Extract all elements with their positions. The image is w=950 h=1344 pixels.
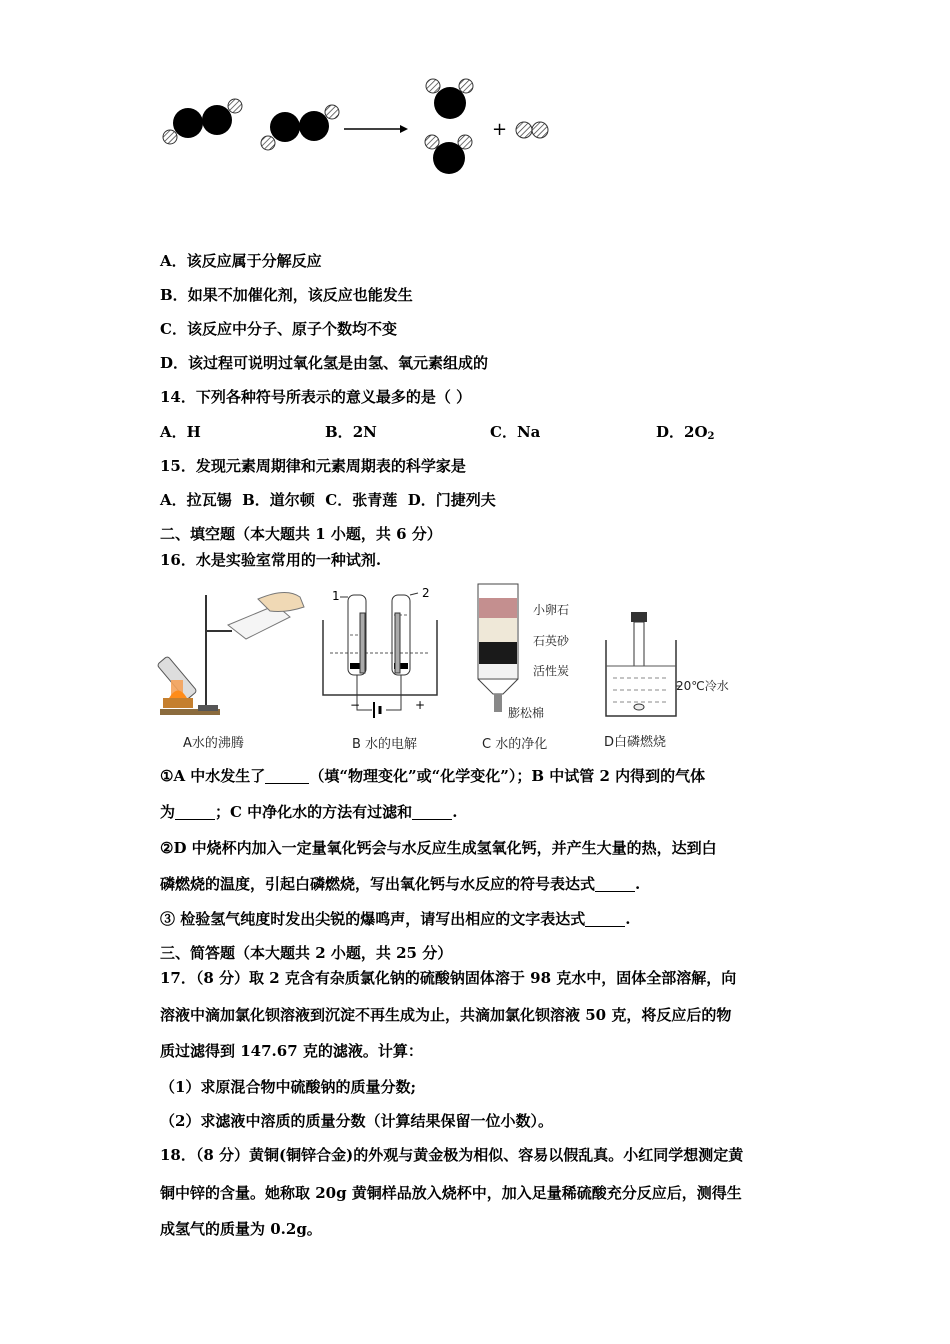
h2o-molecule-2 [425,135,472,174]
figure-c-caption: C 水的净化 [482,737,548,752]
q14-option-d: D．$2O_2$ [656,423,715,442]
q17-line3: 质过滤得到 147.67 克的滤液。计算： [160,1042,423,1060]
q13-option-b: B．如果不加催化剂，该反应也能发生 [160,286,413,304]
cold-water-label: 20℃冷水 [676,679,729,693]
q16-part3: ③ 检验氢气纯度时发出尖锐的爆鸣声，请写出相应的文字表达式 . [160,910,631,928]
blank-2[interactable] [175,804,215,820]
q14-option-b: B．2N [325,423,377,441]
q16-part2-line1: ②D 中烧杯内加入一定量氧化钙会与水反应生成氢氧化钙，并产生大量的热，达到白 [160,839,717,857]
figure-b-electrolysis [320,585,450,720]
plus-sign: + [492,119,508,140]
o2-molecule [516,122,548,138]
figure-c-purification [475,582,525,722]
blank-4[interactable] [595,876,635,892]
q15-option-a: A．拉瓦锡 [160,491,232,509]
q15-option-c: C．张青莲 [325,491,398,509]
q14-option-a: A．H [160,423,201,441]
blank-5[interactable] [585,911,625,927]
blank-1[interactable] [265,768,309,784]
q15-option-d: D．门捷列夫 [407,491,496,509]
figure-d-caption: D白磷燃烧 [604,735,667,750]
section-2-heading: 二、填空题（本大题共 1 小题，共 6 分） [160,525,442,543]
q17-sub2: （2）求滤液中溶质的质量分数（计算结果保留一位小数）。 [160,1112,553,1130]
layer-pebble-label: 小卵石 [533,603,570,617]
reaction-diagram [0,0,950,200]
figure-d-phosphorus [603,610,683,720]
q17-sub1: （1）求原混合物中硫酸钠的质量分数; [160,1078,416,1096]
q15-options [160,490,496,510]
h2o-molecule-1 [426,79,473,119]
q18-line1: 18．（8 分）黄铜(铜锌合金)的外观与黄金极为相似、容易以假乱真。小红同学想测定黄 [160,1146,744,1164]
figure-a-boiling [158,585,308,725]
q17-line1: 17．（8 分）取 2 克含有杂质氯化钠的硫酸钠固体溶于 98 克水中，固体全部溶解，向 [160,969,737,987]
q16-stem: 16．水是实验室常用的一种试剂. [160,551,382,569]
layer-cotton-label: 膨松棉 [508,706,545,720]
plus-label: + [415,698,426,712]
q15-stem: 15．发现元素周期律和元素周期表的科学家是 [160,457,466,475]
q17-line2: 溶液中滴加氯化钡溶液到沉淀不再生成为止，共滴加氯化钡溶液 50 克，将反应后的物 [160,1006,732,1024]
minus-label: − [350,698,361,712]
tube-2-label: 2 [422,586,430,600]
figure-b-caption: B 水的电解 [352,737,418,752]
q14-option-c: C．Na [490,423,541,441]
q18-line2: 铜中锌的含量。她称取 20g 黄铜样品放入烧杯中，加入足量稀硫酸充分反应后，测得生 [160,1184,742,1202]
q16-part2-line2: 磷燃烧的温度，引起白磷燃烧，写出氧化钙与水反应的符号表达式 . [160,875,641,893]
section-3-heading: 三、简答题（本大题共 2 小题，共 25 分） [160,944,453,962]
h2o2-molecule-2 [261,105,339,150]
q14-stem: 14．下列各种符号所表示的意义最多的是（ ） [160,388,472,406]
reaction-arrow [344,125,408,133]
q13-option-c: C．该反应中分子、原子个数均不变 [160,320,397,338]
figure-a-caption: A水的沸腾 [183,736,244,751]
q16-part1-line1: ①A 中水发生了 （填“物理变化”或“化学变化”）；B 中试管 2 内得到的气体 [160,767,706,785]
q18-line3: 成氢气的质量为 0.2g。 [160,1220,322,1238]
layer-sand-label: 石英砂 [533,634,570,648]
blank-3[interactable] [412,804,452,820]
q15-option-b: B．道尔顿 [242,491,315,509]
tube-1-label: 1 [332,589,340,603]
q13-option-a: A．该反应属于分解反应 [160,252,322,270]
q16-part1-line2: 为 ；C 中净化水的方法有过滤和 . [160,803,458,821]
h2o2-molecule-1 [163,99,242,144]
q13-option-d: D．该过程可说明过氧化氢是由氢、氧元素组成的 [160,354,489,372]
layer-carbon-label: 活性炭 [533,664,570,678]
